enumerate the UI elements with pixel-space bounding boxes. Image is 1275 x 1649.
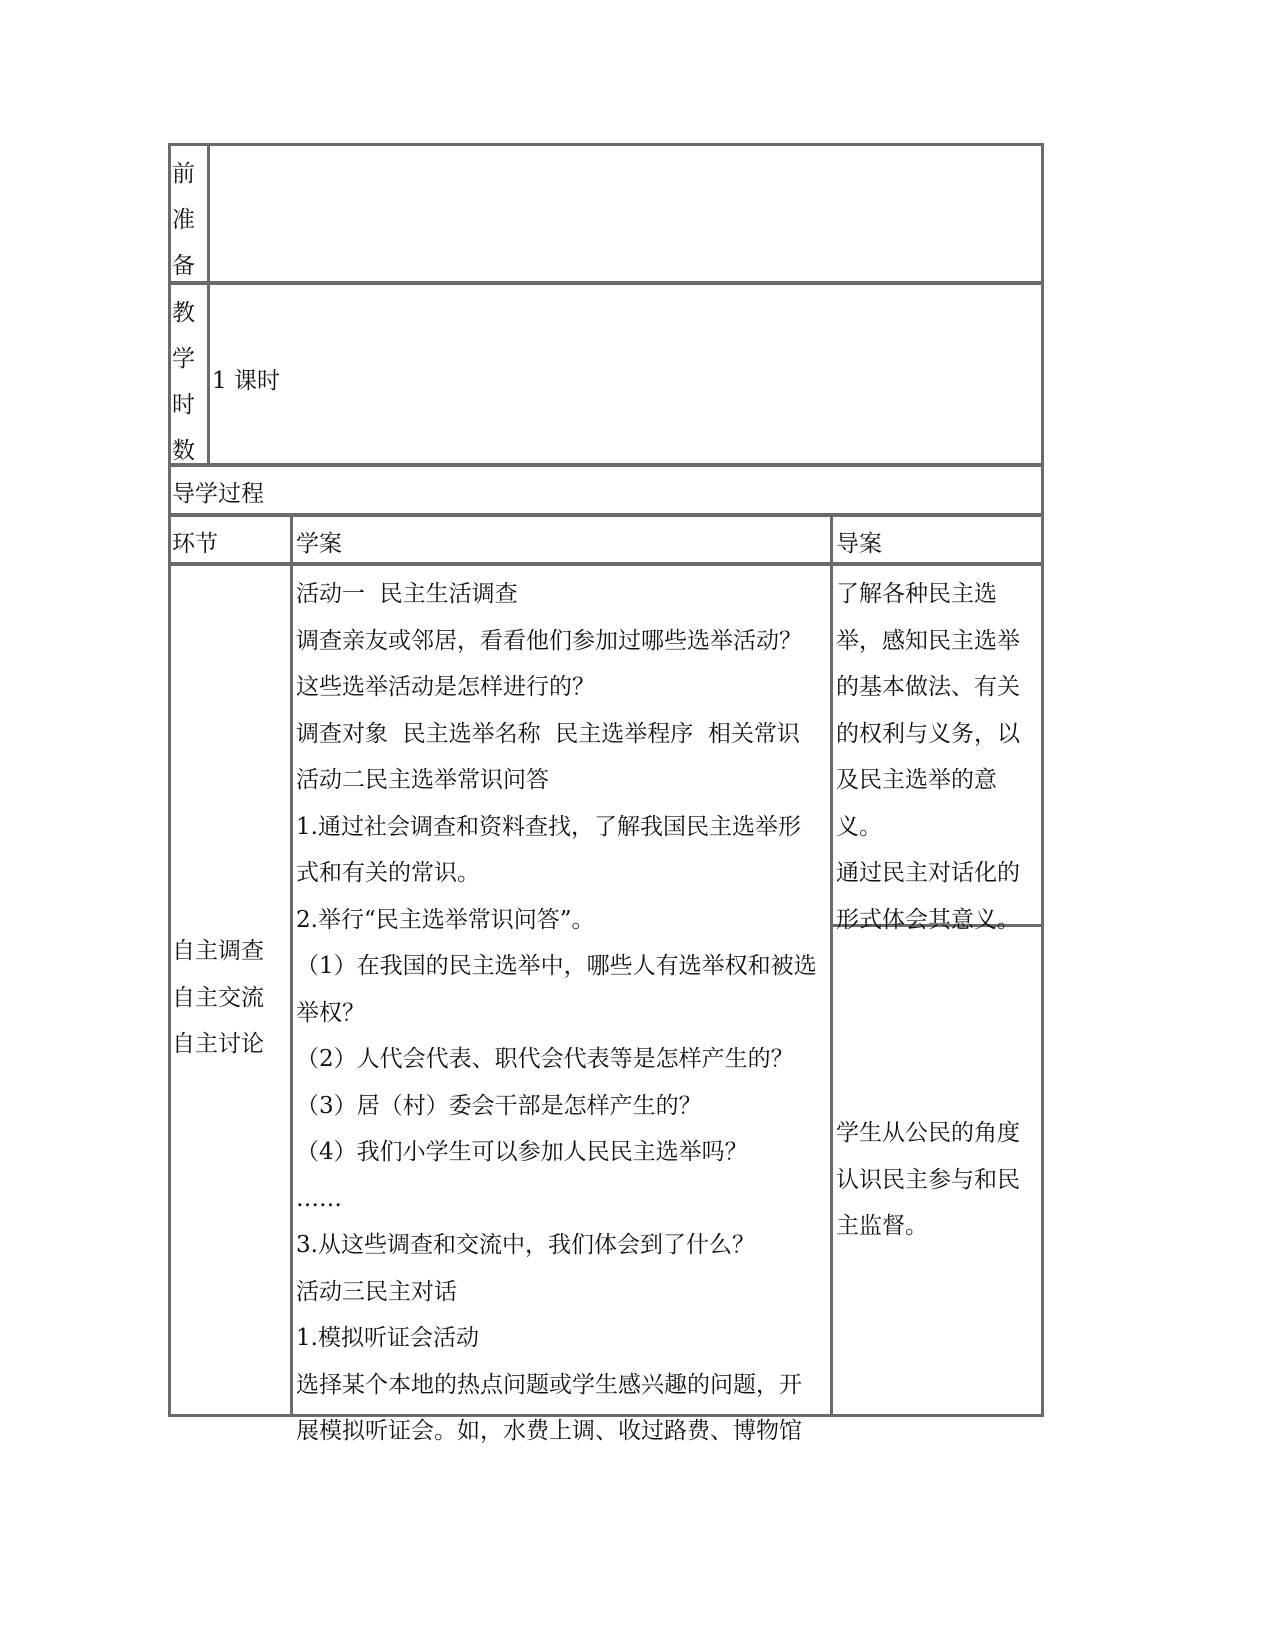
prep-label-char: 前 bbox=[172, 161, 195, 187]
guide-plan-cell-2 bbox=[836, 1110, 1020, 1250]
hours-row bbox=[168, 282, 1044, 466]
hours-label-char: 教 bbox=[172, 300, 195, 326]
prep-divider bbox=[207, 143, 210, 284]
guide-plan-line: 的权利与义务，以 bbox=[836, 720, 1020, 747]
study-plan-line: 3.从这些调查和交流中，我们体会到了什么？ bbox=[296, 1232, 755, 1258]
guide-plan-cell-1 bbox=[836, 571, 1020, 943]
study-plan-line: 活动三民主对话 bbox=[296, 1278, 457, 1305]
study-plan-cell bbox=[296, 571, 817, 1455]
body-divider-2 bbox=[830, 563, 833, 1417]
guide-plan-line: 形式体会其意义。 bbox=[836, 906, 1020, 933]
header-study-plan: 学案 bbox=[296, 531, 342, 557]
guide-plan-line: 举，感知民主选举 bbox=[836, 627, 1020, 654]
study-plan-line: （1）在我国的民主选举中，哪些人有选举权和被选 bbox=[296, 953, 817, 979]
prep-label-char: 备 bbox=[172, 253, 195, 279]
hours-label bbox=[172, 290, 195, 474]
hours-label-char: 时 bbox=[172, 392, 195, 418]
study-plan-line: 活动一 民主生活调查 bbox=[296, 581, 518, 607]
stage-line: 自主交流 bbox=[172, 984, 264, 1011]
guide-plan-line: 学生从公民的角度 bbox=[836, 1120, 1020, 1146]
study-plan-line: 1.通过社会调查和资料查找，了解我国民主选举形 bbox=[296, 813, 801, 840]
study-plan-line: 这些选举活动是怎样进行的？ bbox=[296, 674, 595, 700]
guide-plan-line: 通过民主对话化的 bbox=[836, 860, 1020, 886]
study-plan-line: 调查亲友或邻居，看看他们参加过哪些选举活动？ bbox=[296, 627, 802, 654]
study-plan-line: …… bbox=[296, 1185, 342, 1212]
study-plan-line: 举权？ bbox=[296, 999, 365, 1026]
prep-row bbox=[168, 143, 1044, 284]
prep-label-char: 准 bbox=[172, 207, 195, 233]
study-plan-line: （3）居（村）委会干部是怎样产生的？ bbox=[296, 1092, 702, 1119]
study-plan-line: 活动二民主选举常识问答 bbox=[296, 767, 549, 793]
study-plan-line: 展模拟听证会。如，水费上调、收过路费、博物馆 bbox=[296, 1418, 802, 1444]
guide-plan-line: 主监督。 bbox=[836, 1213, 928, 1239]
header-divider-1 bbox=[290, 514, 293, 565]
study-plan-line: 式和有关的常识。 bbox=[296, 860, 480, 886]
process-title: 导学过程 bbox=[172, 481, 264, 507]
hours-label-char: 学 bbox=[172, 346, 195, 372]
body-divider-1 bbox=[290, 563, 293, 1417]
study-plan-line: 调查对象 民主选举名称 民主选举程序 相关常识 bbox=[296, 720, 800, 747]
hours-label-char: 数 bbox=[172, 438, 195, 464]
guide-plan-line: 的基本做法、有关 bbox=[836, 674, 1020, 700]
prep-label bbox=[172, 151, 195, 289]
hours-value: 1 课时 bbox=[212, 368, 280, 394]
guide-plan-line: 及民主选举的意 bbox=[836, 767, 997, 793]
study-plan-line: （2）人代会代表、职代会代表等是怎样产生的？ bbox=[296, 1046, 794, 1072]
guide-plan-line: 了解各种民主选 bbox=[836, 581, 997, 607]
guide-plan-line: 认识民主参与和民 bbox=[836, 1166, 1020, 1193]
stage-line: 自主讨论 bbox=[172, 1031, 264, 1057]
header-guide-plan: 导案 bbox=[836, 531, 882, 557]
stage-cell bbox=[172, 928, 264, 1068]
guide-plan-line: 义。 bbox=[836, 813, 882, 840]
stage-line: 自主调查 bbox=[172, 938, 264, 964]
hours-divider bbox=[207, 282, 210, 466]
study-plan-line: 选择某个本地的热点问题或学生感兴趣的问题，开 bbox=[296, 1371, 802, 1398]
header-divider-2 bbox=[830, 514, 833, 565]
process-title-row bbox=[168, 464, 1044, 516]
study-plan-line: （4）我们小学生可以参加人民民主选举吗？ bbox=[296, 1139, 748, 1165]
study-plan-line: 2.举行“民主选举常识问答”。 bbox=[296, 906, 595, 933]
study-plan-line: 1.模拟听证会活动 bbox=[296, 1325, 479, 1351]
header-stage: 环节 bbox=[172, 531, 218, 557]
